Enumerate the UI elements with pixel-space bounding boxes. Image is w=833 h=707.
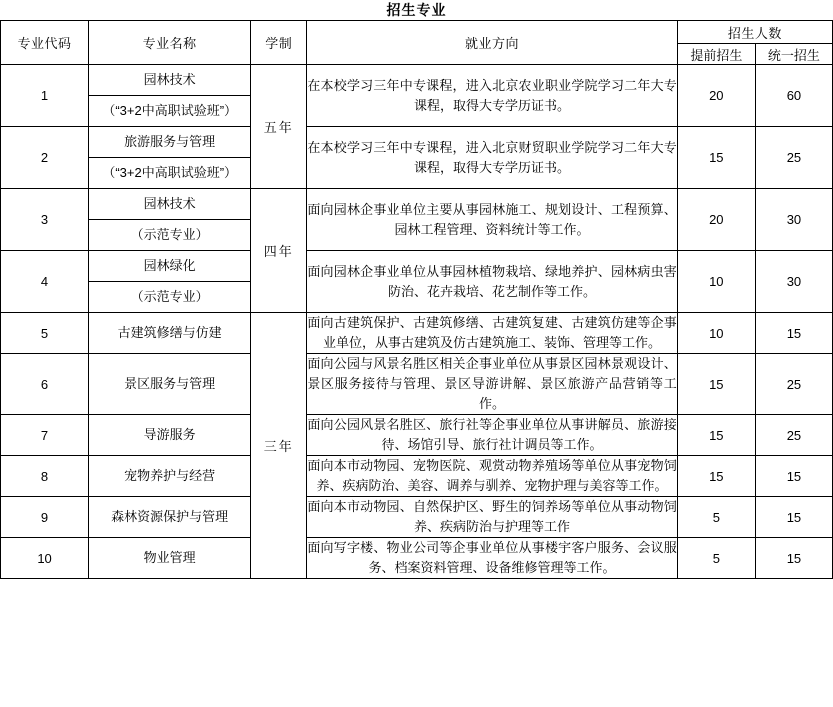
cell-direction <box>307 127 677 189</box>
cell-direction <box>307 415 677 456</box>
cell-system: 三年 <box>251 313 307 579</box>
cell-unified: 60 <box>755 65 832 127</box>
cell-direction <box>307 65 677 127</box>
cell-unified: 30 <box>755 251 832 313</box>
cell-code: 7 <box>1 415 89 456</box>
table-row <box>1 456 833 497</box>
table-row <box>1 415 833 456</box>
table-header <box>1 21 833 65</box>
cell-early: 15 <box>677 415 755 456</box>
cell-name-main: 园林技术 <box>89 189 251 220</box>
cell-name-sub: （示范专业） <box>89 282 251 313</box>
table-row <box>1 127 833 158</box>
cell-name-main: 古建筑修缮与仿建 <box>89 313 251 354</box>
cell-unified: 15 <box>755 538 832 579</box>
cell-system: 四年 <box>251 189 307 313</box>
cell-code: 10 <box>1 538 89 579</box>
page-title: 招生专业 <box>386 2 447 18</box>
cell-code: 2 <box>1 127 89 189</box>
cell-direction <box>307 497 677 538</box>
cell-name-main: 导游服务 <box>89 415 251 456</box>
cell-name-main: 宠物养护与经营 <box>89 456 251 497</box>
cell-unified: 25 <box>755 127 832 189</box>
cell-direction <box>307 354 677 415</box>
cell-unified: 15 <box>755 497 832 538</box>
cell-early: 15 <box>677 127 755 189</box>
cell-unified: 25 <box>755 354 832 415</box>
cell-early: 20 <box>677 65 755 127</box>
cell-name-sub: （“3+2中高职试验班”） <box>89 96 251 127</box>
cell-name-main: 森林资源保护与管理 <box>89 497 251 538</box>
direction-text: 面向写字楼、物业公司等企事业单位从事楼宇客户服务、会议服务、档案资料管理、设备维修管理等工作。 <box>307 540 677 575</box>
cell-code: 5 <box>1 313 89 354</box>
cell-code: 1 <box>1 65 89 127</box>
header-direction: 就业方向 <box>307 21 677 65</box>
direction-text: 面向园林企事业单位主要从事园林施工、规划设计、工程预算、园林工程管理、资料统计等工作。 <box>307 201 677 237</box>
cell-direction <box>307 189 677 251</box>
cell-early: 5 <box>677 497 755 538</box>
cell-direction <box>307 456 677 497</box>
cell-unified: 15 <box>755 456 832 497</box>
cell-direction <box>307 313 677 354</box>
cell-early: 5 <box>677 538 755 579</box>
enrollment-table <box>0 20 833 579</box>
table-row <box>1 538 833 579</box>
cell-early: 10 <box>677 251 755 313</box>
cell-unified: 25 <box>755 415 832 456</box>
direction-text: 面向古建筑保护、古建筑修缮、古建筑复建、古建筑仿建等企事业单位，从事古建筑及仿古建筑施工、装饰、管理等工作。 <box>307 315 677 350</box>
direction-text: 面向园林企事业单位从事园林植物栽培、绿地养护、园林病虫害防治、花卉栽培、花艺制作等工作。 <box>307 263 677 299</box>
table-row <box>1 65 833 96</box>
cell-code: 3 <box>1 189 89 251</box>
cell-name-main: 物业管理 <box>89 538 251 579</box>
cell-name-main: 景区服务与管理 <box>89 354 251 415</box>
cell-code: 9 <box>1 497 89 538</box>
table-header-row-1 <box>1 21 833 44</box>
table-row <box>1 497 833 538</box>
cell-code: 8 <box>1 456 89 497</box>
cell-early: 10 <box>677 313 755 354</box>
cell-system: 五年 <box>251 65 307 189</box>
direction-text: 在本校学习三年中专课程，进入北京农业职业学院学习二年大专课程，取得大专学历证书。 <box>307 77 677 113</box>
header-unified-enrollment: 统一招生 <box>755 44 832 65</box>
table-row <box>1 251 833 282</box>
header-system: 学制 <box>251 21 307 65</box>
cell-name-main: 园林绿化 <box>89 251 251 282</box>
header-early-enrollment: 提前招生 <box>677 44 755 65</box>
header-name: 专业名称 <box>89 21 251 65</box>
direction-text: 面向本市动物园、自然保护区、野生的饲养场等单位从事动物饲养、疾病防治与护理等工作 <box>307 499 677 534</box>
direction-text: 在本校学习三年中专课程，进入北京财贸职业学院学习二年大专课程，取得大专学历证书。 <box>307 139 677 175</box>
cell-unified: 15 <box>755 313 832 354</box>
cell-code: 6 <box>1 354 89 415</box>
cell-direction <box>307 538 677 579</box>
direction-text: 面向本市动物园、宠物医院、观赏动物养殖场等单位从事宠物饲养、疾病防治、美容、调养与驯养、宠物护理与美容等工作。 <box>307 458 677 493</box>
cell-early: 15 <box>677 354 755 415</box>
header-code: 专业代码 <box>1 21 89 65</box>
cell-early: 15 <box>677 456 755 497</box>
table-row <box>1 354 833 415</box>
cell-unified: 30 <box>755 189 832 251</box>
cell-early: 20 <box>677 189 755 251</box>
table-row <box>1 189 833 220</box>
cell-name-main: 旅游服务与管理 <box>89 127 251 158</box>
cell-name-sub: （示范专业） <box>89 220 251 251</box>
direction-text: 面向公园风景名胜区、旅行社等企事业单位从事讲解员、旅游接待、场馆引导、旅行社计调员等工作。 <box>307 417 677 452</box>
cell-name-main: 园林技术 <box>89 65 251 96</box>
table-row <box>1 313 833 354</box>
cell-direction <box>307 251 677 313</box>
direction-text: 面向公园与风景名胜区相关企事业单位从事景区园林景观设计、景区服务接待与管理、景区导游讲解、景区旅游产品营销等工作。 <box>307 356 677 411</box>
cell-code: 4 <box>1 251 89 313</box>
header-enrollment-count: 招生人数 <box>677 21 832 44</box>
cell-name-sub: （“3+2中高职试验班”） <box>89 158 251 189</box>
table-body <box>1 65 833 579</box>
